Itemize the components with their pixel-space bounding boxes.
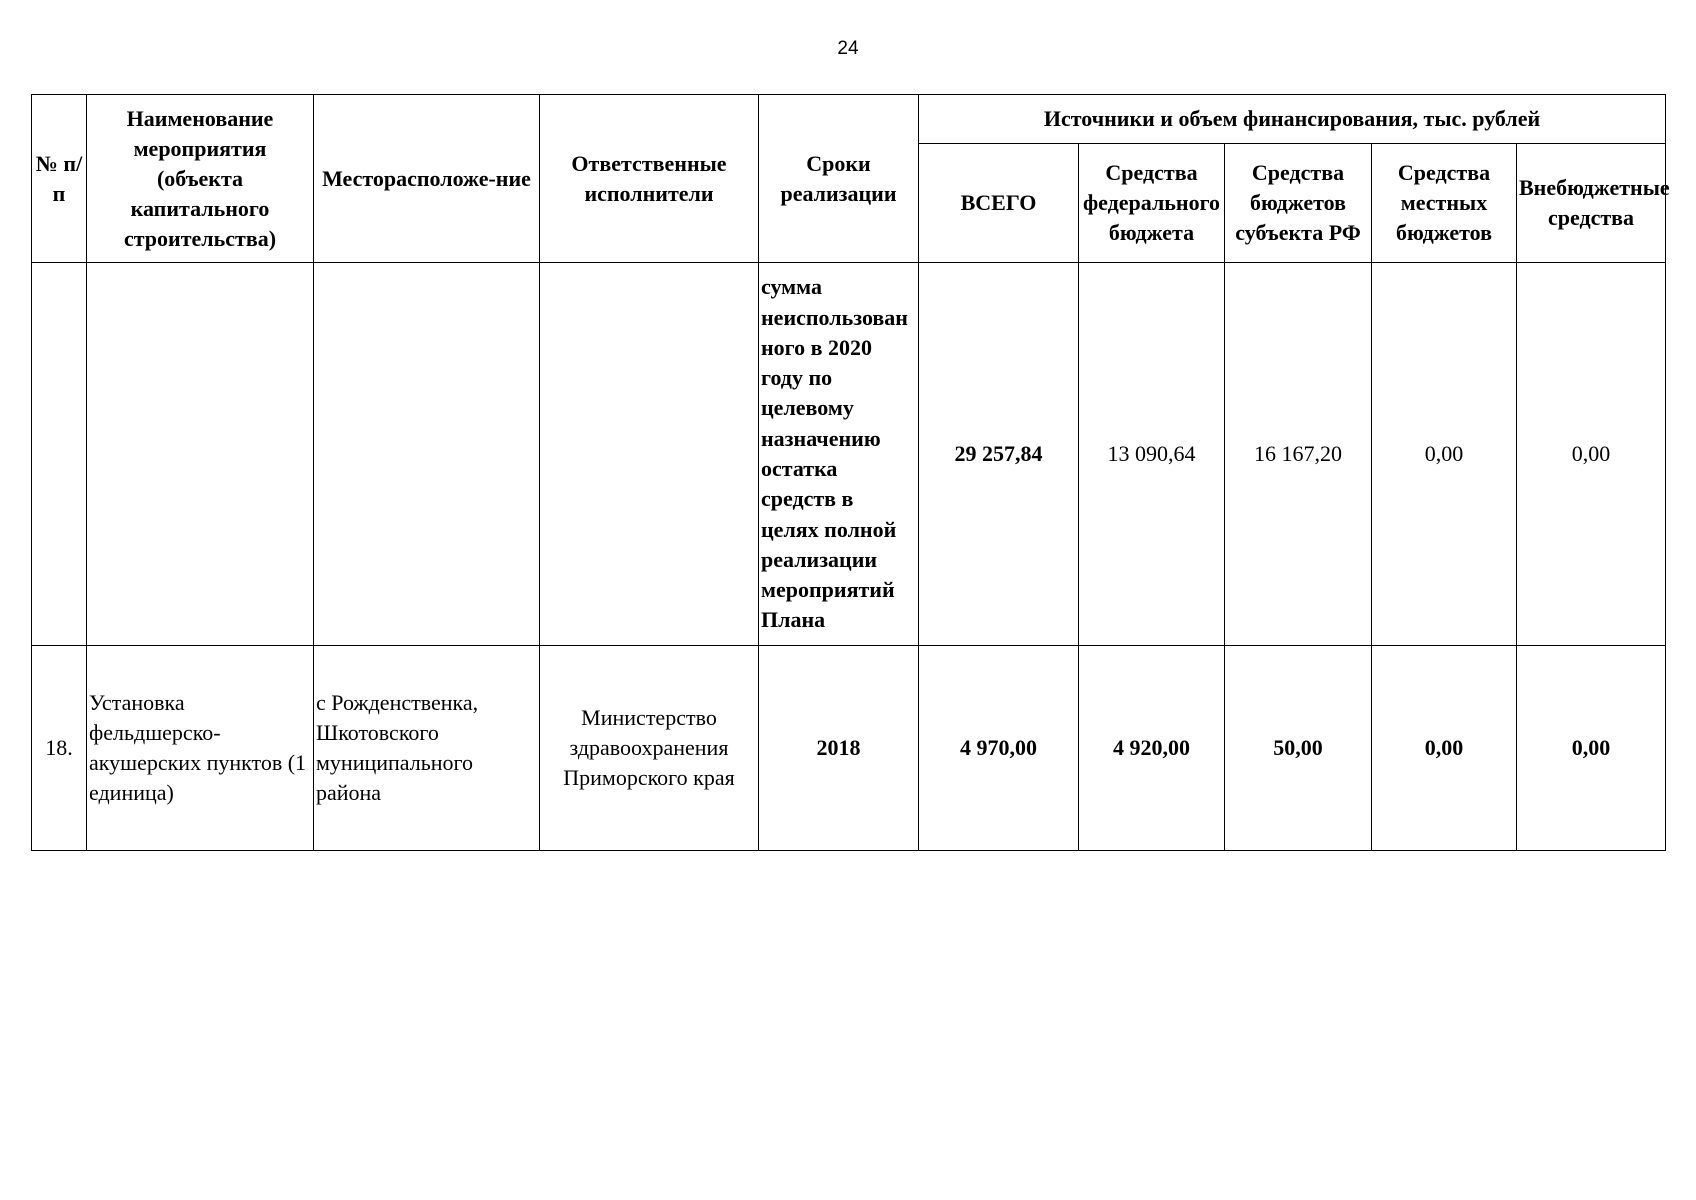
table-row [32,263,1666,646]
header-location: Месторасположе-ние [314,95,540,263]
header-terms: Сроки реализации [759,95,919,263]
header-local: Средства местных бюджетов [1372,144,1517,263]
header-funding-group: Источники и объем финансирования, тыс. рублей [919,95,1666,144]
financing-table [31,94,1670,851]
cell-total: 29 257,84 [919,263,1079,646]
header-num: № п/п [32,95,87,263]
cell-extra: 0,00 [1517,263,1666,646]
cell-location: с Рожденственка, Шкотовского муниципального района [314,646,540,851]
cell-executors: Министерство здравоохранения Приморского края [540,646,759,851]
cell-name: Установка фельдшерско-акушерских пунктов (1 единица) [87,646,314,851]
cell-local: 0,00 [1372,263,1517,646]
header-subject: Средства бюджетов субъекта РФ [1225,144,1372,263]
cell-total: 4 970,00 [919,646,1079,851]
table-row [32,646,1666,851]
cell-executors [540,263,759,646]
cell-num: 18. [32,646,87,851]
cell-location [314,263,540,646]
page-number: 24 [837,38,859,59]
cell-num [32,263,87,646]
cell-local: 0,00 [1372,646,1517,851]
cell-federal: 4 920,00 [1079,646,1225,851]
cell-federal: 13 090,64 [1079,263,1225,646]
cell-name [87,263,314,646]
header-total: ВСЕГО [919,144,1079,263]
cell-terms: 2018 [759,646,919,851]
header-federal: Средства федерального бюджета [1079,144,1225,263]
header-extra: Внебюджетные средства [1517,144,1666,263]
header-executors: Ответственные исполнители [540,95,759,263]
header-name: Наименование мероприятия (объекта капитального строительства) [87,95,314,263]
cell-terms-note: сумма неиспользованного в 2020 году по целевому назначению остатка средств в целях полной реализации мероприятий Плана [759,263,919,646]
cell-subject: 50,00 [1225,646,1372,851]
cell-extra: 0,00 [1517,646,1666,851]
cell-subject: 16 167,20 [1225,263,1372,646]
